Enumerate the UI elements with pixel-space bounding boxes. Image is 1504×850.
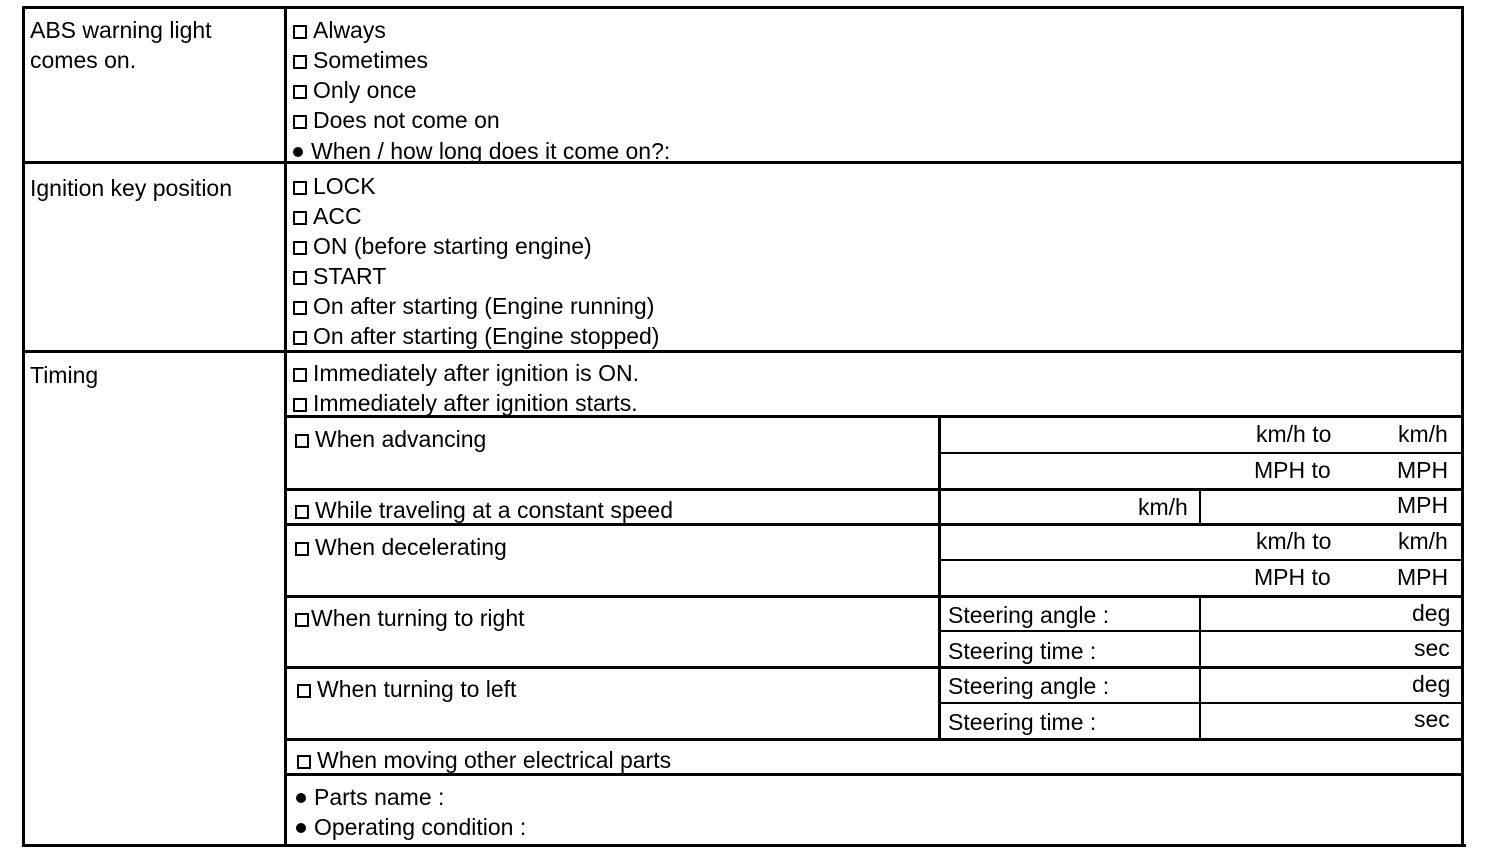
row-divider-constant (285, 488, 1464, 491)
checkbox-icon[interactable] (293, 241, 307, 255)
advancing-kmh: km/h (1398, 421, 1448, 447)
option-only-once[interactable]: Only once (293, 77, 417, 103)
timing-label: Timing (30, 362, 99, 388)
row-divider-turn-right (285, 595, 1464, 598)
decelerating-kmh-to: km/h to (1256, 528, 1332, 554)
table-border-left (22, 6, 25, 847)
decelerating-mph: MPH (1397, 564, 1449, 590)
bullet-icon (296, 793, 306, 803)
row-divider-electrical (285, 738, 1464, 741)
label-column-divider (284, 6, 287, 847)
checkbox-icon[interactable] (297, 755, 311, 769)
option-turn-right[interactable]: When turning to right (295, 605, 525, 631)
option-start[interactable]: START (293, 263, 386, 289)
option-turn-left[interactable]: When turning to left (297, 676, 516, 702)
bullet-icon (296, 823, 306, 833)
checkbox-icon[interactable] (293, 85, 307, 99)
checkbox-icon[interactable] (293, 115, 307, 129)
constant-mph: MPH (1397, 492, 1449, 518)
checkbox-icon[interactable] (293, 211, 307, 225)
decelerating-kmh: km/h (1398, 528, 1448, 554)
row-divider-dec-sub (940, 559, 1464, 561)
option-immediately-starts[interactable]: Immediately after ignition starts. (293, 390, 638, 416)
checkbox-icon[interactable] (293, 331, 307, 345)
table-border-right (1461, 6, 1464, 847)
speed-column-divider (938, 415, 941, 740)
table-border-top (23, 6, 1464, 9)
ignition-label: Ignition key position (30, 175, 233, 201)
option-immediately-on[interactable]: Immediately after ignition is ON. (293, 360, 639, 386)
row-divider-parts (285, 773, 1464, 776)
turn-right-angle-label: Steering angle : (948, 602, 1110, 628)
advancing-mph-to: MPH to (1254, 457, 1331, 483)
constant-kmh: km/h (1138, 494, 1188, 520)
option-lock[interactable]: LOCK (293, 173, 376, 199)
checkbox-icon[interactable] (295, 505, 309, 519)
checkbox-icon[interactable] (295, 434, 309, 448)
option-engine-running[interactable]: On after starting (Engine running) (293, 293, 654, 319)
row-divider-right-sub (940, 630, 1464, 632)
turn-left-time-label: Steering time : (948, 709, 1097, 735)
checkbox-icon[interactable] (293, 181, 307, 195)
constant-speed-divider (1199, 488, 1201, 524)
bullet-icon (293, 147, 303, 157)
row-divider-left-sub (940, 702, 1464, 704)
checkbox-icon[interactable] (293, 271, 307, 285)
decelerating-mph-to: MPH to (1254, 564, 1331, 590)
turn-right-time-label: Steering time : (948, 638, 1097, 664)
checkbox-icon[interactable] (295, 542, 309, 556)
turn-right-angle-unit: deg (1412, 600, 1451, 626)
advancing-mph: MPH (1397, 457, 1449, 483)
advancing-kmh-to: km/h to (1256, 421, 1332, 447)
turn-left-angle-label: Steering angle : (948, 673, 1110, 699)
option-engine-stopped[interactable]: On after starting (Engine stopped) (293, 323, 659, 349)
option-electrical-parts[interactable]: When moving other electrical parts (297, 747, 671, 773)
checkbox-icon[interactable] (295, 613, 309, 627)
option-always[interactable]: Always (293, 17, 386, 43)
row-divider-turn-left (285, 666, 1464, 669)
steering-value-divider (1199, 595, 1201, 739)
row-divider-warning (23, 161, 1464, 164)
checkbox-icon[interactable] (297, 684, 311, 698)
operating-condition-field: Operating condition : (296, 814, 526, 840)
option-advancing[interactable]: When advancing (295, 426, 486, 452)
parts-name-field: Parts name : (296, 784, 444, 810)
option-acc[interactable]: ACC (293, 203, 362, 229)
checkbox-icon[interactable] (293, 398, 307, 412)
option-does-not-come-on[interactable]: Does not come on (293, 107, 500, 133)
checkbox-icon[interactable] (293, 55, 307, 69)
option-decelerating[interactable]: When decelerating (295, 534, 507, 560)
checkbox-icon[interactable] (293, 301, 307, 315)
turn-right-time-unit: sec (1414, 635, 1450, 661)
row-divider-decel (285, 523, 1464, 526)
table-border-bottom (23, 844, 1466, 847)
row-divider-ignition (23, 350, 1464, 353)
when-how-long-note: When / how long does it come on?: (293, 138, 670, 164)
warning-light-label: ABS warning light comes on. (30, 17, 212, 73)
turn-left-time-unit: sec (1414, 706, 1450, 732)
checkbox-icon[interactable] (293, 25, 307, 39)
option-sometimes[interactable]: Sometimes (293, 47, 428, 73)
row-divider-adv-sub (940, 452, 1464, 454)
option-on-before-start[interactable]: ON (before starting engine) (293, 233, 592, 259)
turn-left-angle-unit: deg (1412, 671, 1451, 697)
checkbox-icon[interactable] (293, 368, 307, 382)
option-constant-speed[interactable]: While traveling at a constant speed (295, 497, 673, 523)
